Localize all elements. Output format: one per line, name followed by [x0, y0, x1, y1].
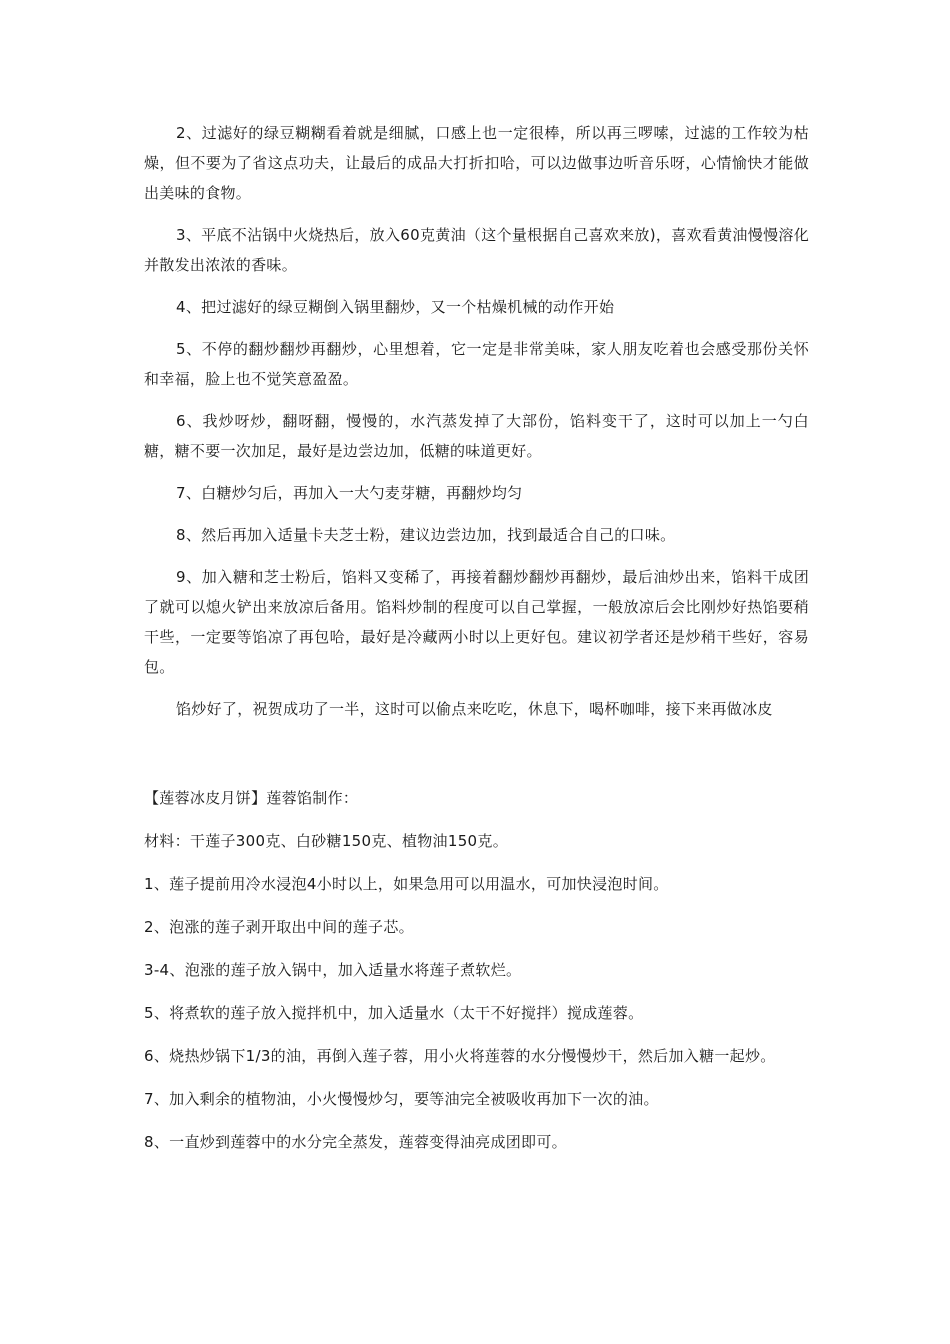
paragraph-step-2: 2、过滤好的绿豆糊糊看着就是细腻，口感上也一定很棒，所以再三啰嗦，过滤的工作较为枯燥，但不要为了省这点功夫，让最后的成品大打折扣哈，可以边做事边听音乐呀，心情愉快才能做出美味的食物。: [144, 124, 809, 202]
document-body: [144, 118, 809, 1171]
paragraph-step-7: 7、白糖炒匀后，再加入一大勺麦芽糖，再翻炒均匀: [176, 484, 523, 502]
lotus-step-2: 2、泡涨的莲子剥开取出中间的莲子芯。: [144, 918, 414, 936]
lotus-step-8: 8、一直炒到莲蓉中的水分完全蒸发，莲蓉变得油亮成团即可。: [144, 1133, 567, 1151]
lotus-step-5: 5、将煮软的莲子放入搅拌机中，加入适量水（太干不好搅拌）搅成莲蓉。: [144, 1004, 644, 1022]
section-lotus-paste: [144, 784, 809, 1156]
paragraph-closing: 馅炒好了，祝贺成功了一半，这时可以偷点来吃吃，休息下，喝杯咖啡，接下来再做冰皮: [176, 700, 773, 718]
lotus-step-1: 1、莲子提前用冷水浸泡4小时以上，如果急用可以用温水，可加快浸泡时间。: [144, 875, 669, 893]
lotus-step-6: 6、烧热炒锅下1/3的油，再倒入莲子蓉，用小火将莲蓉的水分慢慢炒干，然后加入糖一起炒。: [144, 1047, 776, 1065]
section-title: 【莲蓉冰皮月饼】莲蓉馅制作：: [144, 789, 359, 807]
paragraph-step-9: 9、加入糖和芝士粉后，馅料又变稀了，再接着翻炒翻炒再翻炒，最后油炒出来，馅料干成团了就可以熄火铲出来放凉后备用。馅料炒制的程度可以自己掌握，一般放凉后会比刚炒好热馅要稍干些，一定要等馅凉了再包哈，最好是冷藏两小时以上更好包。建议初学者还是炒稍干些好，容易包。: [144, 568, 809, 676]
paragraph-step-5: 5、不停的翻炒翻炒再翻炒，心里想着，它一定是非常美味，家人朋友吃着也会感受那份关怀和幸福，脸上也不觉笑意盈盈。: [144, 340, 809, 388]
paragraph-step-4: 4、把过滤好的绿豆糊倒入锅里翻炒，又一个枯燥机械的动作开始: [176, 298, 615, 316]
materials-line: 材料：干莲子300克、白砂糖150克、植物油150克。: [144, 832, 508, 850]
paragraph-step-3: 3、平底不沾锅中火烧热后，放入60克黄油（这个量根据自己喜欢来放)，喜欢看黄油慢慢溶化并散发出浓浓的香味。: [144, 226, 809, 274]
lotus-step-7: 7、加入剩余的植物油，小火慢慢炒匀，要等油完全被吸收再加下一次的油。: [144, 1090, 659, 1108]
section-bean-paste-steps: [144, 118, 809, 724]
lotus-step-3-4: 3-4、泡涨的莲子放入锅中，加入适量水将莲子煮软烂。: [144, 961, 522, 979]
paragraph-step-6: 6、我炒呀炒，翻呀翻，慢慢的，水汽蒸发掉了大部份，馅料变干了，这时可以加上一勺白糖，糖不要一次加足，最好是边尝边加，低糖的味道更好。: [144, 412, 809, 460]
paragraph-step-8: 8、然后再加入适量卡夫芝士粉，建议边尝边加，找到最适合自己的口味。: [176, 526, 676, 544]
